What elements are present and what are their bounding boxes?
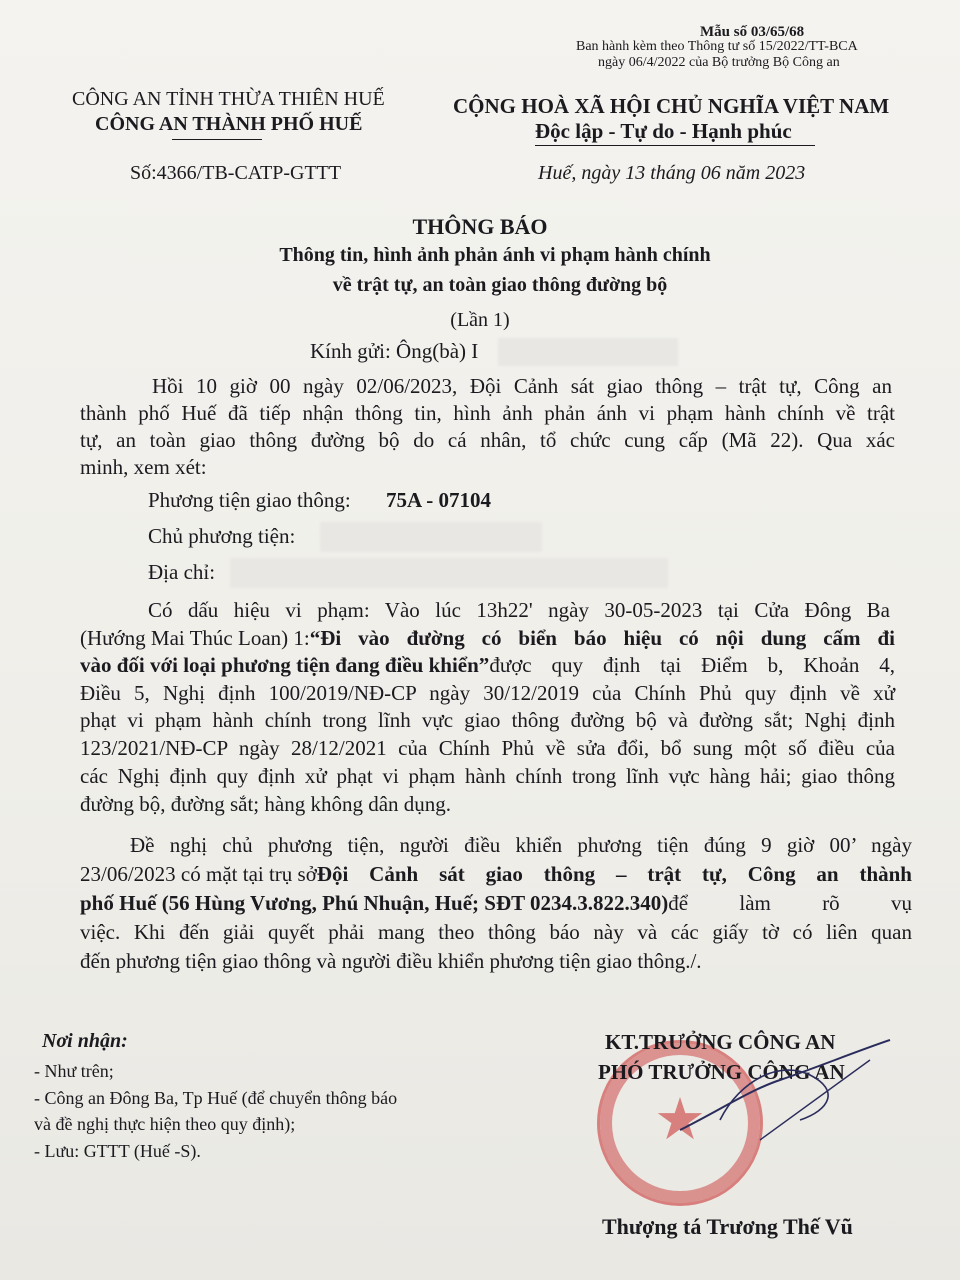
redacted-address <box>230 558 668 588</box>
intro-line-4: minh, xem xét: <box>80 455 207 479</box>
violation-line-5: phạt vi phạm hành chính trong lĩnh vực giao thông đường bộ và đường sắt; Nghị định <box>80 708 895 732</box>
intro-line-1: Hồi 10 giờ 00 ngày 02/06/2023, Đội Cảnh sát giao thông – trật tự, Công an <box>152 374 892 398</box>
intro-line-2: thành phố Huế đã tiếp nhận thông tin, hình ảnh phản ánh vi phạm hành chính về trật <box>80 401 895 425</box>
recipients-item-4: - Lưu: GTTT (Huế -S). <box>34 1141 201 1161</box>
request-line-2 <box>80 862 912 887</box>
vehicle-owner-label: Chủ phương tiện: <box>148 524 296 548</box>
recipients-item-1: - Như trên; <box>34 1061 114 1081</box>
violation-line-8: đường bộ, đường sắt; hàng không dân dụng. <box>80 792 452 816</box>
vehicle-plate-value: 75A - 07104 <box>386 488 491 512</box>
agency-province: CÔNG AN TỈNH THỪA THIÊN HUẾ <box>72 88 385 110</box>
nation-name: CỘNG HOÀ XÃ HỘI CHỦ NGHĨA VIỆT NAM <box>453 94 890 118</box>
form-number: Mẫu số 03/65/68 <box>700 24 805 40</box>
motto-underline <box>535 145 815 146</box>
request-date: 23/06/2023 có mặt tại trụ sở <box>80 862 317 886</box>
agency-city: CÔNG AN THÀNH PHỐ HUẾ <box>95 113 363 135</box>
recipients-item-3: và đề nghị thực hiện theo quy định); <box>34 1114 296 1134</box>
handwritten-signature <box>660 1020 900 1170</box>
request-line-3 <box>80 891 912 916</box>
document-subtitle-1: Thông tin, hình ảnh phản ánh vi phạm hành chính <box>279 244 711 266</box>
signature-title-1: KT.TRƯỞNG CÔNG AN <box>605 1030 836 1054</box>
violation-legal-ref: được quy định tại Điểm b, Khoản 4, <box>489 653 895 677</box>
nation-motto: Độc lập - Tự do - Hạnh phúc <box>535 119 792 143</box>
signer-name: Thượng tá Trương Thế Vũ <box>602 1214 853 1239</box>
violation-line-3 <box>80 653 895 678</box>
request-office: Đội Cảnh sát giao thông – trật tự, Công an thành <box>316 862 912 886</box>
vehicle-plate-label: Phương tiện giao thông: <box>148 488 351 512</box>
agency-underline <box>172 139 262 140</box>
document-number: Số:4366/TB-CATP-GTTT <box>130 162 342 184</box>
violation-offense-part2: vào đối với loại phương tiện đang điều khiển” <box>80 653 490 677</box>
violation-location: (Hướng Mai Thúc Loan) 1: <box>80 626 310 650</box>
violation-line-7: các Nghị định quy định xử phạt vi phạm hành chính trong lĩnh vực hàng hải; giao thông <box>80 764 895 788</box>
redacted-owner <box>320 522 542 552</box>
violation-offense-part1: “Đi vào đường có biển báo hiệu có nội dung cấm đi <box>309 626 895 650</box>
request-line-1: Đề nghị chủ phương tiện, người điều khiển phương tiện đúng 9 giờ 00’ ngày <box>130 833 912 857</box>
request-line-4: việc. Khi đến giải quyết phải mang theo thông báo này và các giấy tờ có liên quan <box>80 920 912 944</box>
request-line-5: đến phương tiện giao thông và người điều khiển phương tiện giao thông./. <box>80 949 702 973</box>
violation-line-1: Có dấu hiệu vi phạm: Vào lúc 13h22' ngày 30-05-2023 tại Cửa Đông Ba <box>148 598 890 622</box>
form-issued-line1: Ban hành kèm theo Thông tư số 15/2022/TT-BCA <box>576 39 858 54</box>
request-purpose: để làm rõ vụ <box>668 891 912 915</box>
signature-title-2: PHÓ TRƯỞNG CÔNG AN <box>598 1060 845 1084</box>
attempt-label: (Lần 1) <box>450 309 510 331</box>
document-date: Huế, ngày 13 tháng 06 năm 2023 <box>538 162 806 184</box>
document-title: THÔNG BÁO <box>412 214 548 239</box>
request-address: phố Huế (56 Hùng Vương, Phú Nhuận, Huế; SĐT 0234.3.822.340) <box>80 891 669 915</box>
recipients-item-2: - Công an Đông Ba, Tp Huế (để chuyển thông báo <box>34 1088 398 1108</box>
form-issued-line2: ngày 06/4/2022 của Bộ trưởng Bộ Công an <box>598 55 840 70</box>
intro-line-3: tự, an toàn giao thông đường bộ do cá nhân, tổ chức cung cấp (Mã 22). Qua xác <box>80 428 895 452</box>
violation-line-4: Điều 5, Nghị định 100/2019/NĐ-CP ngày 30/12/2019 của Chính Phủ quy định về xử <box>80 681 895 705</box>
document-subtitle-2: về trật tự, an toàn giao thông đường bộ <box>332 274 668 296</box>
recipient-label: Kính gửi: Ông(bà) I <box>310 339 479 363</box>
violation-line-2 <box>80 626 895 651</box>
recipients-title: Nơi nhận: <box>42 1030 128 1052</box>
stamp-star-icon: ★ <box>654 1087 706 1153</box>
violation-line-6: 123/2021/NĐ-CP ngày 28/12/2021 của Chính Phủ về sửa đổi, bổ sung một số điều của <box>80 736 895 760</box>
vehicle-address-label: Địa chỉ: <box>148 560 216 584</box>
redacted-recipient <box>498 338 678 366</box>
